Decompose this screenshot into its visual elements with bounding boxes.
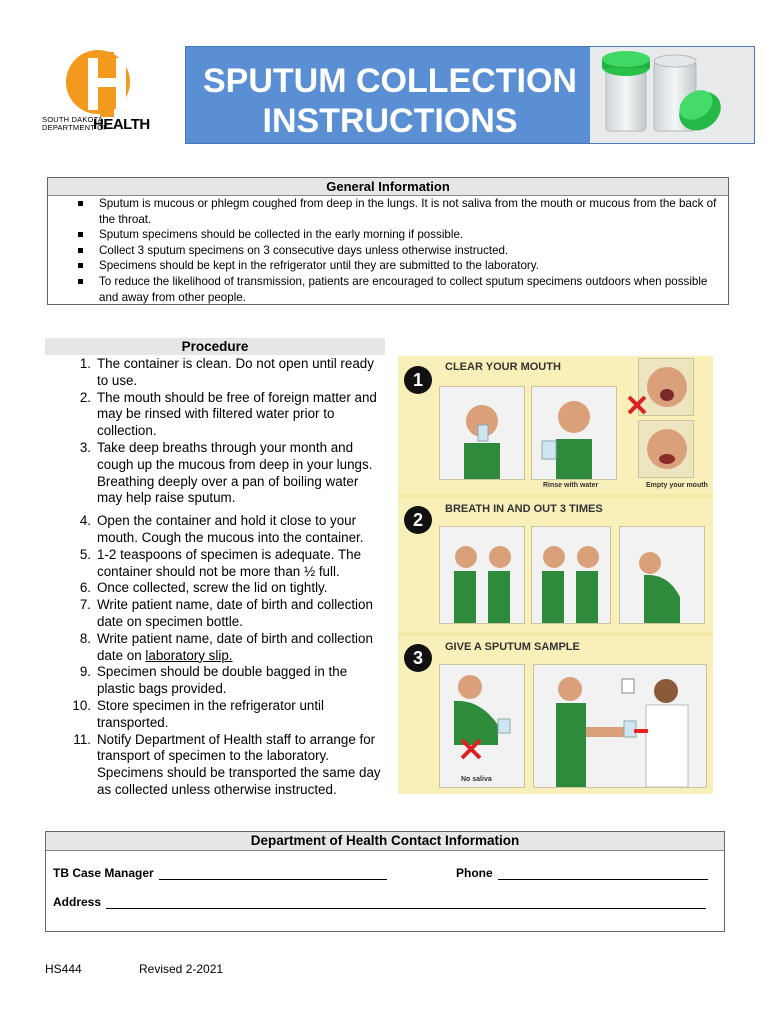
tb-case-manager-row [53,866,387,880]
step-text: The mouth should be free of foreign matter and may be rinsed with filtered water prior to collection. [97,389,377,439]
cough-picture [619,526,705,624]
sputum-collection-illustration [398,356,713,794]
laboratory-slip-text: laboratory slip. [145,647,233,663]
phone-row [456,866,708,880]
list-item: Sputum specimens should be collected in the early morning if possible. [99,227,728,243]
illustration-step-2 [398,498,713,632]
procedure-step [45,580,385,597]
logo-org-line2: DEPARTMENT OF [42,123,108,132]
procedure-list [45,356,385,799]
drinking-water-picture [439,386,525,480]
general-information-heading: General Information [48,178,728,196]
procedure-step [45,732,385,799]
procedure-step [45,597,385,631]
step-2-badge: 2 [404,506,432,534]
procedure-heading: Procedure [45,338,385,355]
no-saliva-caption: No saliva [461,776,492,783]
step-3-badge: 3 [404,644,432,672]
illustration-step-3 [398,636,713,794]
step-text: Write patient name, date of birth and collection date on specimen bottle. [97,597,373,629]
general-information-box [47,177,729,305]
hand-to-doctor-picture [533,664,707,788]
step-number: 3. [79,439,91,455]
spit-into-cup-picture [439,664,525,788]
step-number: 7. [79,597,91,613]
contact-information-box [45,831,725,932]
step-text: Once collected, screw the lid on tightly. [97,580,328,596]
empty-mouth-picture [638,420,694,478]
no-saliva-x-icon [458,736,484,762]
phone-label: Phone [456,866,493,880]
list-item: Specimens should be kept in the refrigerator until they are submitted to the laboratory. [99,258,728,274]
form-id: HS444 [45,962,82,976]
specimen-cup-photo [590,47,754,143]
procedure-step [45,631,385,665]
step-text: Take deep breaths through your month and cough up the mucous from deep in your lungs. Breathing deeply over a pan of boiling water may help raise sputum. [97,439,373,506]
step-3-title: GIVE A SPUTUM SAMPLE [445,641,580,653]
breathe-in-picture [439,526,525,624]
step-text: Write patient name, date of birth and collection date on [97,630,373,663]
empty-mouth-caption: Empty your mouth [646,482,708,489]
procedure-step [45,664,385,698]
logo-org-line1: SOUTH DAKOTA [42,115,104,124]
step-1-title: CLEAR YOUR MOUTH [445,361,561,373]
list-item: Collect 3 sputum specimens on 3 consecutive days unless otherwise instructed. [99,243,728,259]
step-text: The container is clean. Do not open until ready to use. [97,356,374,388]
page-title [186,61,594,141]
step-number: 6. [79,580,91,596]
address-field[interactable] [106,897,706,909]
step-1-badge: 1 [404,366,432,394]
address-label: Address [53,895,102,909]
wrong-x-icon [626,394,648,416]
title-banner [185,46,755,144]
procedure-step [45,698,385,732]
step-number: 5. [79,546,91,562]
rinse-picture [531,386,617,480]
step-number: 10. [72,697,91,713]
procedure-step [45,356,385,390]
sd-health-logo [40,48,155,136]
address-row [53,895,706,909]
procedure-step [45,547,385,581]
procedure-step [45,390,385,440]
page-title-line2: INSTRUCTIONS [262,102,518,140]
step-text: Open the container and hold it close to your mouth. Cough the mucous into the container. [97,513,364,545]
step-number: 1. [79,356,91,371]
step-text: 1-2 teaspoons of specimen is adequate. The container should not be more than ½ full. [97,546,362,579]
step-number: 8. [79,630,91,646]
logo-word: HEALTH [93,116,150,133]
contact-information-heading: Department of Health Contact Information [46,832,724,851]
sd-health-logo-mark [40,48,155,118]
page-title-line1: SPUTUM COLLECTION [203,62,577,100]
revision-date: Revised 2-2021 [139,962,224,976]
list-item: To reduce the likelihood of transmission, patients are encouraged to collect sputum specimens outdoors when possible and away from other people. [99,274,728,305]
phone-field[interactable] [498,868,708,880]
step-number: 2. [79,389,91,405]
step-2-title: BREATH IN AND OUT 3 TIMES [445,503,603,515]
breathe-out-picture [531,526,611,624]
rinse-caption: Rinse with water [543,482,599,489]
tb-case-manager-label: TB Case Manager [53,866,154,880]
tb-case-manager-field[interactable] [159,868,387,880]
step-number: 9. [79,664,91,680]
general-information-list [48,196,728,305]
step-text: Notify Department of Health staff to arrange for transport of specimen to the laboratory. Specimens should be transported the same day as collected unless otherwise instructed. [97,731,381,797]
illustration-step-1 [398,356,713,494]
step-text: Store specimen in the refrigerator until transported. [97,697,325,730]
list-item: Sputum is mucous or phlegm coughed from deep in the lungs. It is not saliva from the mouth or mucous from the back of the throat. [99,196,728,227]
step-number: 4. [79,513,91,529]
procedure-step [45,513,385,547]
procedure-step [45,440,385,507]
step-text: Specimen should be double bagged in the plastic bags provided. [97,664,348,697]
step-number: 11. [73,731,91,747]
